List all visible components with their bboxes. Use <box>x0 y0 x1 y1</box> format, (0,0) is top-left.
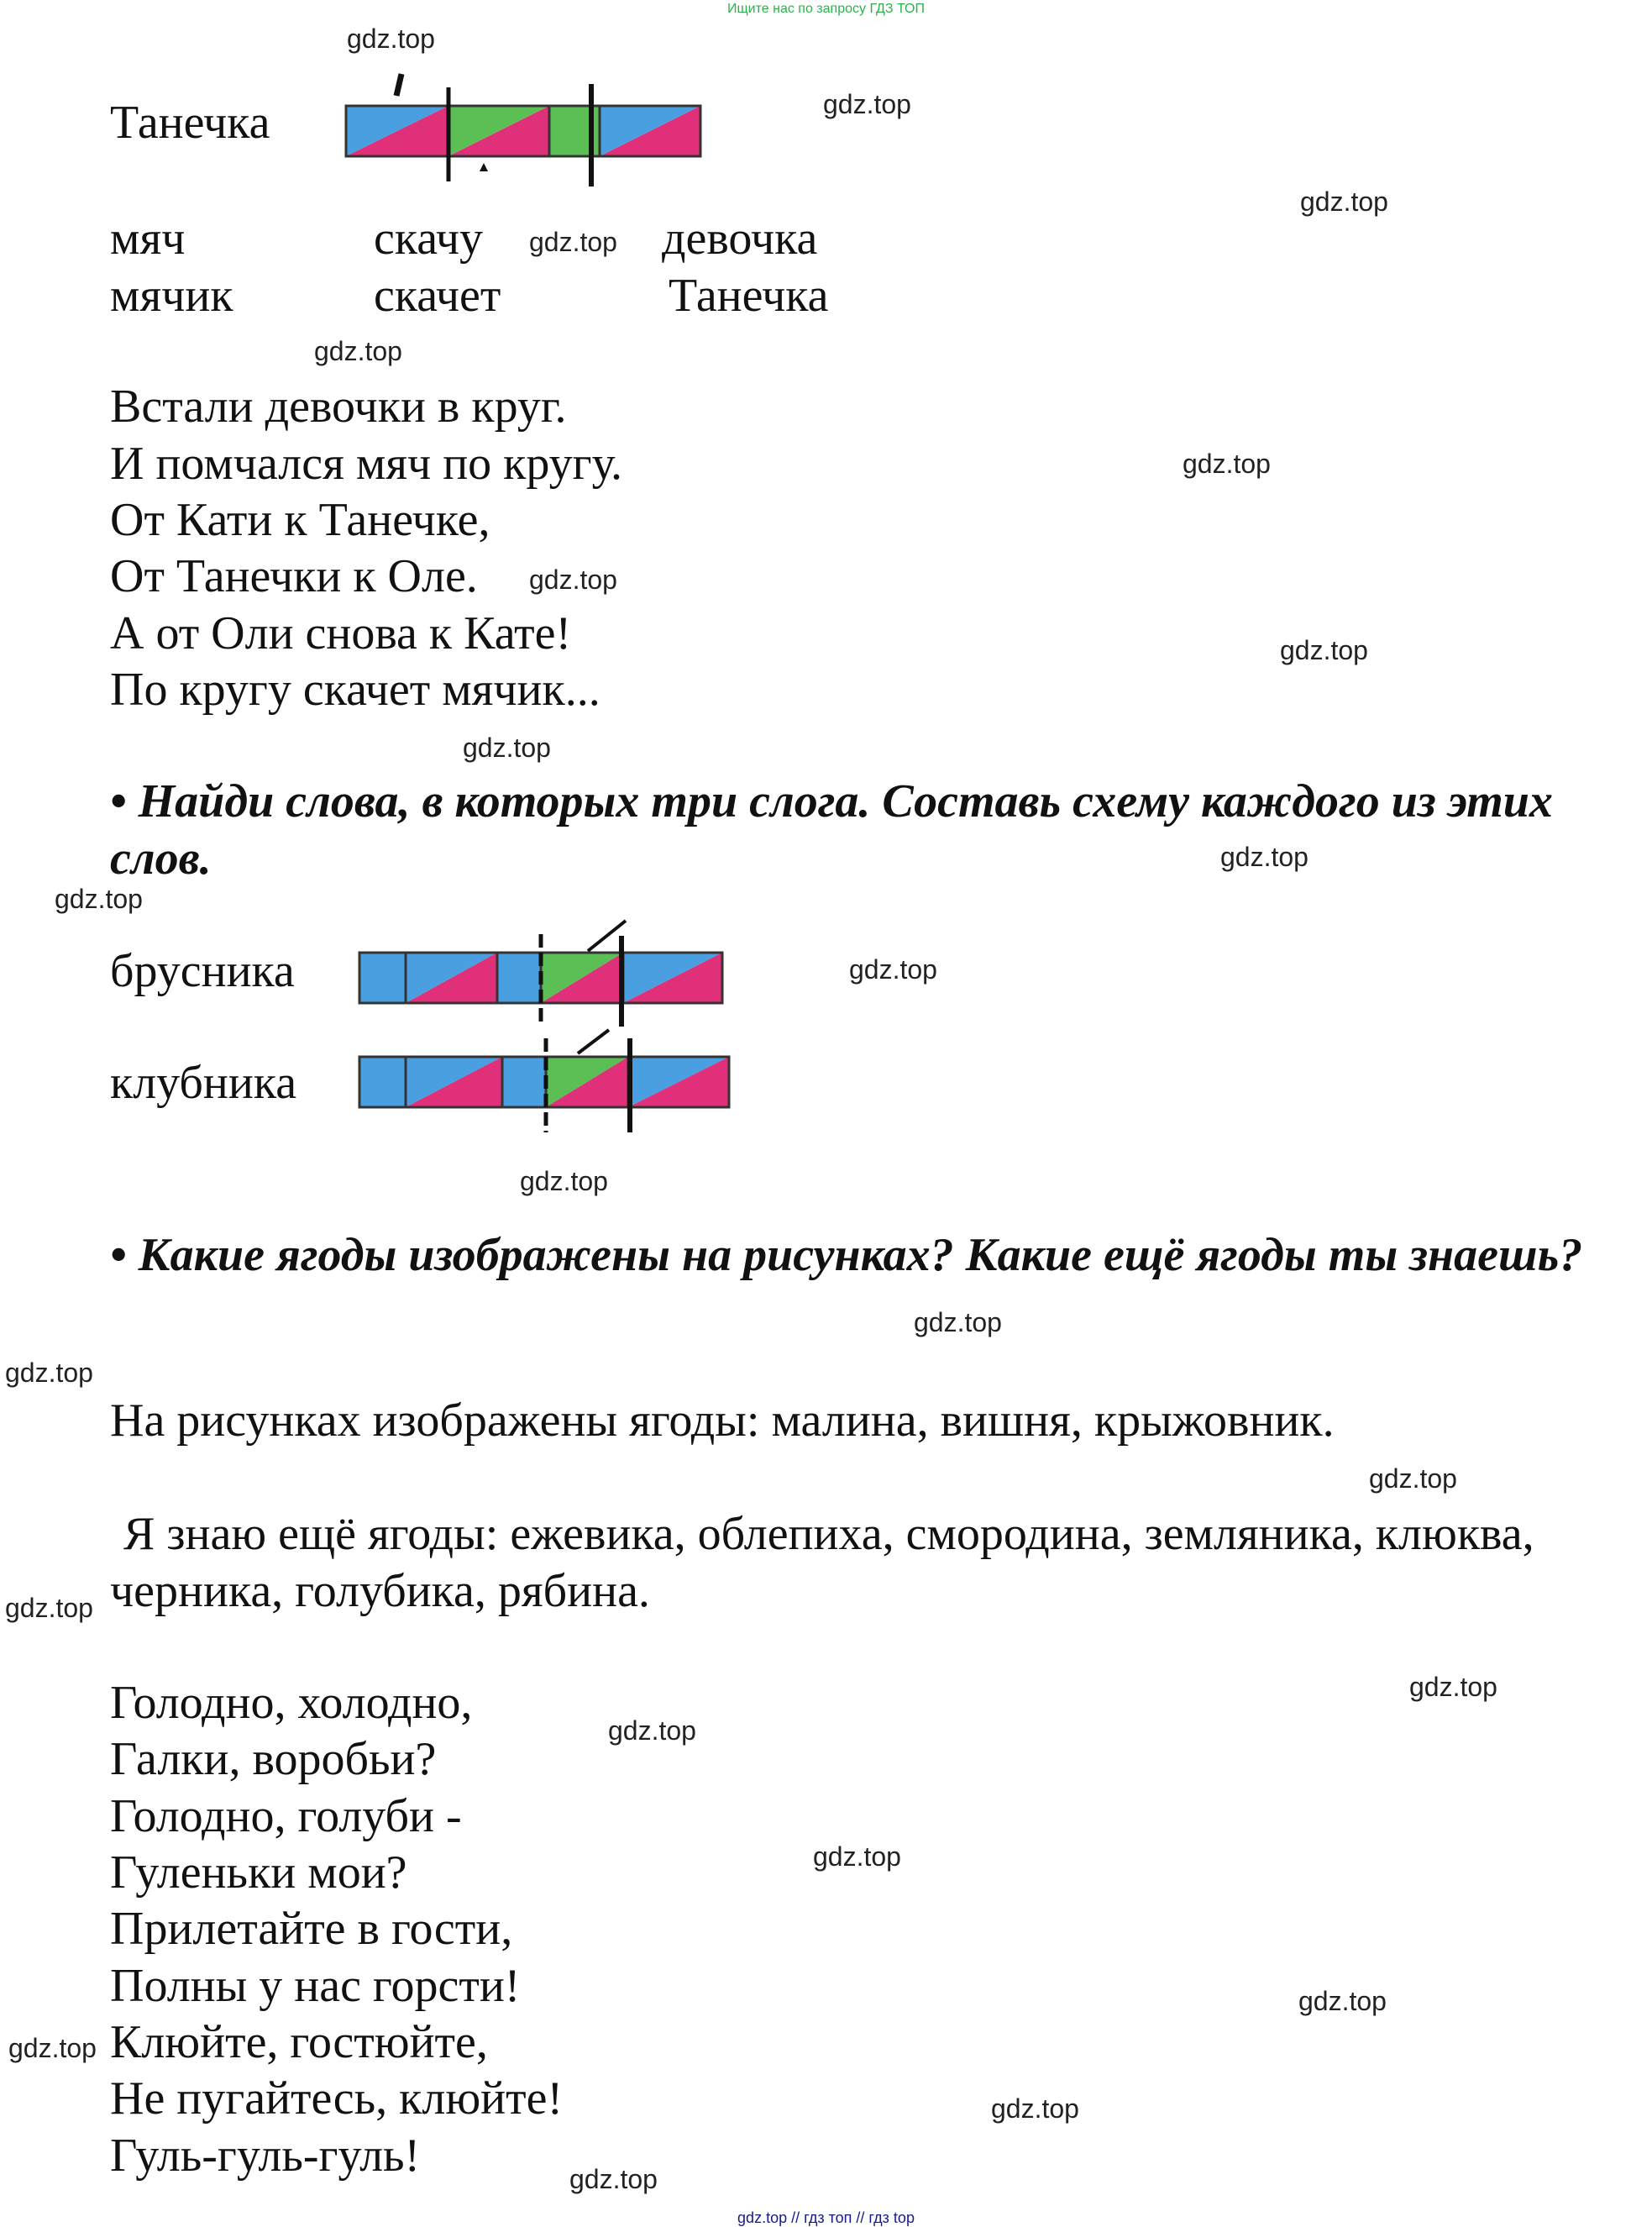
watermark: gdz.top <box>347 24 435 54</box>
watermark: gdz.top <box>529 565 617 595</box>
answer-text: Я знаю ещё ягоды: ежевика, облепиха, смородина, земляника, клюква, черника, голубика, рябина. <box>110 1508 1534 1617</box>
task-text: Найди слова, в которых три слога. Составь схему каждого из этих слов. <box>110 775 1553 885</box>
scheme-cell <box>346 106 448 156</box>
scheme-cell <box>406 953 497 1003</box>
watermark: gdz.top <box>529 227 617 257</box>
scheme-cell <box>623 953 722 1003</box>
scheme-cell <box>406 1057 502 1107</box>
poem-line: От Кати к Танечке, <box>110 494 490 546</box>
scheme-cell <box>546 1057 628 1107</box>
poem-line: И помчался мяч по кругу. <box>110 438 623 490</box>
watermark: gdz.top <box>463 733 551 763</box>
watermark: gdz.top <box>5 1593 93 1623</box>
scheme-cell <box>448 106 549 156</box>
poem-line: От Танечки к Оле. <box>110 550 478 602</box>
task-text: Какие ягоды изображены на рисунках? Какие ещё ягоды ты знаешь? <box>138 1229 1583 1281</box>
poem-line: Встали девочки в круг. <box>110 381 567 433</box>
syllable-scheme-brusnika <box>353 916 747 1033</box>
watermark: gdz.top <box>5 1358 93 1388</box>
scheme-word-brusnika: брусника <box>110 945 295 997</box>
watermark: gdz.top <box>1369 1463 1457 1494</box>
watermark: gdz.top <box>55 884 143 914</box>
poem-line: Голодно, холодно, <box>110 1677 473 1729</box>
bullet: • <box>110 775 127 827</box>
top-banner: Ищите нас по запросу ГДЗ ТОП <box>727 2 925 16</box>
poem-line: А от Оли снова к Кате! <box>110 607 572 659</box>
scheme-cell <box>502 1057 546 1107</box>
poem-line: Гуль-гуль-гуль! <box>110 2130 421 2182</box>
poem-line: Клюйте, гостюйте, <box>110 2016 488 2068</box>
watermark: gdz.top <box>1183 449 1271 479</box>
watermark: gdz.top <box>991 2093 1079 2124</box>
scheme-cell <box>359 953 406 1003</box>
poem-line: Полны у нас горсти! <box>110 1960 521 2012</box>
syllable-scheme-tanechka <box>339 64 709 190</box>
watermark: gdz.top <box>914 1307 1002 1337</box>
grid-word: мячик <box>110 270 233 322</box>
poem-line: Прилетайте в гости, <box>110 1903 513 1955</box>
scheme-cell <box>359 1057 406 1107</box>
watermark: gdz.top <box>1409 1672 1497 1702</box>
stress-mark <box>578 1030 609 1053</box>
syllable-scheme-klubnika <box>353 1023 756 1141</box>
scheme-word-tanechka: Танечка <box>110 97 270 149</box>
watermark: gdz.top <box>608 1715 696 1746</box>
watermark: gdz.top <box>813 1841 901 1872</box>
poem-line: Не пугайтесь, клюйте! <box>110 2072 564 2125</box>
watermark: gdz.top <box>8 2033 97 2063</box>
bullet: • <box>110 1229 127 1281</box>
watermark: gdz.top <box>823 89 911 119</box>
watermark: gdz.top <box>569 2164 658 2194</box>
watermark: gdz.top <box>849 954 937 985</box>
poem-line: Голодно, голуби - <box>110 1790 462 1842</box>
watermark: gdz.top <box>1280 635 1368 665</box>
watermark: gdz.top <box>1300 186 1388 217</box>
watermark: gdz.top <box>1298 1986 1387 2016</box>
footer-links[interactable]: gdz.top // гдз топ // гдз top <box>737 2209 915 2226</box>
scheme-cell <box>541 953 623 1003</box>
grid-word: девочка <box>662 213 818 265</box>
scheme-cell <box>628 1057 729 1107</box>
accent-mark <box>480 163 488 171</box>
scheme-cell <box>497 953 541 1003</box>
poem-line: По кругу скачет мячик... <box>110 664 600 716</box>
grid-word: скачет <box>374 270 501 322</box>
poem-line: Галки, воробьи? <box>110 1733 437 1785</box>
watermark: gdz.top <box>520 1166 608 1196</box>
grid-word: скачу <box>374 213 483 265</box>
poem-line: Гуленьки мои? <box>110 1846 407 1899</box>
scheme-cell <box>600 106 700 156</box>
watermark: gdz.top <box>314 336 402 366</box>
stress-mark <box>396 74 401 96</box>
watermark: gdz.top <box>1220 842 1308 872</box>
scheme-word-klubnika: клубника <box>110 1057 297 1109</box>
grid-word: Танечка <box>669 270 829 322</box>
task-heading <box>110 773 1611 887</box>
grid-word: мяч <box>110 213 186 265</box>
task-heading <box>110 1226 1611 1284</box>
answer-text: На рисунках изображены ягоды: малина, вишня, крыжовник. <box>110 1395 1335 1447</box>
